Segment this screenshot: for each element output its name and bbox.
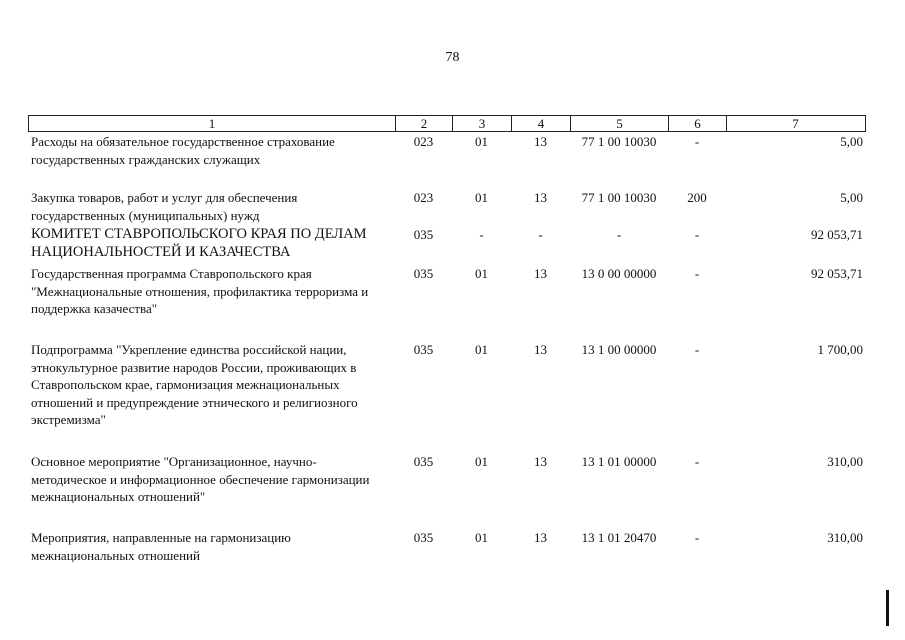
row-code-5: 13 0 00 00000 <box>581 266 657 281</box>
row-code-5: 77 1 00 10030 <box>581 134 657 149</box>
column-header-2: 2 <box>395 116 452 131</box>
row-code-4: 13 <box>534 266 547 281</box>
row-name: Мероприятия, направленные на гармонизацию межнациональных отношений <box>31 530 291 563</box>
row-code-4: 13 <box>534 454 547 469</box>
row-code-4: - <box>538 227 543 242</box>
row-name: Основное мероприятие "Организационное, научно-методическое и информационное обеспечение гармонизации межнациональных отношений" <box>31 454 370 504</box>
row-code-3: 01 <box>475 266 488 281</box>
row-code-5: 77 1 00 10030 <box>581 190 657 205</box>
row-code-3: 01 <box>475 454 488 469</box>
row-code-3: 01 <box>475 190 488 205</box>
row-code-6: - <box>694 454 700 469</box>
column-header-3: 3 <box>452 116 511 131</box>
row-name: Государственная программа Ставропольского края "Межнациональные отношения, профилактика терроризма и поддержка казачества" <box>31 266 369 316</box>
column-header-4: 4 <box>511 116 570 131</box>
row-amount: 5,00 <box>840 190 863 205</box>
row-amount: 1 700,00 <box>817 342 863 357</box>
scan-edge-mark <box>886 590 889 626</box>
row-code-5: 13 1 00 00000 <box>581 342 657 357</box>
row-code-2: 035 <box>413 530 434 545</box>
row-code-3: - <box>479 227 484 242</box>
row-code-6: - <box>694 266 700 281</box>
row-code-3: 01 <box>475 342 488 357</box>
row-amount: 92 053,71 <box>811 266 863 281</box>
row-code-2: 035 <box>413 454 434 469</box>
row-code-2: 035 <box>413 227 434 242</box>
row-code-4: 13 <box>534 342 547 357</box>
row-name: Подпрограмма "Укрепление единства российской нации, этнокультурное развитие народов России, проживающих в Ставропольском крае, гармонизация межнациональных отношений и предупреждение этнического и религиозного экстремизма" <box>31 342 358 427</box>
row-code-6: 200 <box>687 190 707 205</box>
row-code-6: - <box>694 530 700 545</box>
row-amount: 310,00 <box>827 454 863 469</box>
row-code-3: 01 <box>475 530 488 545</box>
row-code-6: - <box>694 227 700 242</box>
column-header-1: 1 <box>208 116 216 131</box>
row-name: Расходы на обязательное государственное страхование государственных гражданских служащих <box>31 134 335 167</box>
row-name: КОМИТЕТ СТАВРОПОЛЬСКОГО КРАЯ ПО ДЕЛАМ НАЦИОНАЛЬНОСТЕЙ И КАЗАЧЕСТВА <box>31 226 367 260</box>
row-amount: 92 053,71 <box>811 227 863 242</box>
column-header-7: 7 <box>726 116 864 131</box>
row-code-3: 01 <box>475 134 488 149</box>
row-code-6: - <box>694 342 700 357</box>
row-code-4: 13 <box>534 134 547 149</box>
row-code-4: 13 <box>534 190 547 205</box>
row-code-2: 035 <box>413 266 434 281</box>
row-code-2: 023 <box>413 190 434 205</box>
row-code-2: 023 <box>413 134 434 149</box>
row-code-6: - <box>694 134 700 149</box>
row-code-5: - <box>616 227 622 242</box>
row-name: Закупка товаров, работ и услуг для обеспечения государственных (муниципальных) нужд <box>31 190 298 223</box>
page-number: 78 <box>445 50 460 65</box>
row-amount: 5,00 <box>840 134 863 149</box>
row-code-4: 13 <box>534 530 547 545</box>
row-code-5: 13 1 01 00000 <box>581 454 657 469</box>
row-code-5: 13 1 01 20470 <box>581 530 657 545</box>
table-header-row <box>28 115 866 132</box>
row-amount: 310,00 <box>827 530 863 545</box>
column-header-6: 6 <box>668 116 726 131</box>
column-header-5: 5 <box>570 116 668 131</box>
row-code-2: 035 <box>413 342 434 357</box>
